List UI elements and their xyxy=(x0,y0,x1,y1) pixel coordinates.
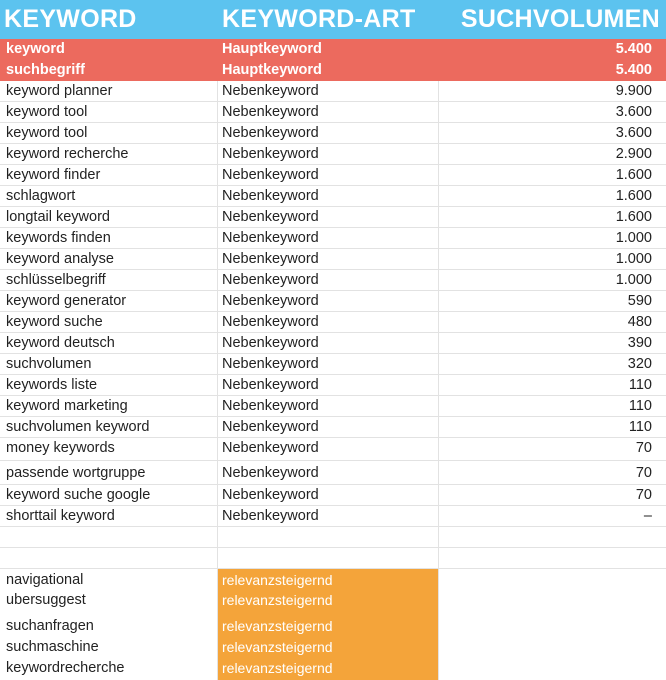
type-cell[interactable]: Nebenkeyword xyxy=(218,417,439,437)
relevance-row[interactable] xyxy=(0,569,666,590)
type-cell[interactable]: Nebenkeyword xyxy=(218,333,439,353)
keyword-cell[interactable]: suchbegriff xyxy=(6,62,85,78)
table-row[interactable] xyxy=(0,144,666,165)
keyword-cell[interactable]: keyword generator xyxy=(0,291,218,311)
keyword-cell[interactable]: keyword analyse xyxy=(0,249,218,269)
relevance-cell[interactable]: relevanzsteigernd xyxy=(218,613,439,637)
keyword-cell[interactable]: schlagwort xyxy=(0,186,218,206)
relevance-row[interactable] xyxy=(0,637,666,658)
table-row[interactable] xyxy=(0,461,666,485)
volume-cell[interactable]: 1.000 xyxy=(615,251,652,267)
table-row[interactable] xyxy=(0,186,666,207)
table-row[interactable] xyxy=(0,333,666,354)
volume-cell[interactable]: 110 xyxy=(628,377,652,393)
main-row[interactable] xyxy=(0,60,666,81)
type-cell[interactable]: Nebenkeyword xyxy=(218,396,439,416)
volume-cell[interactable]: 70 xyxy=(635,440,652,456)
empty-cell[interactable] xyxy=(0,548,218,568)
table-row[interactable] xyxy=(0,506,666,527)
keyword-cell[interactable]: suchvolumen keyword xyxy=(0,417,218,437)
keyword-cell[interactable]: shorttail keyword xyxy=(0,506,218,526)
header-search-volume: SUCHVOLUMEN xyxy=(460,5,660,33)
relevance-cell[interactable]: relevanzsteigernd xyxy=(218,590,439,613)
volume-cell[interactable]: 110 xyxy=(628,419,652,435)
empty-row[interactable] xyxy=(0,527,666,548)
table-row[interactable] xyxy=(0,485,666,506)
volume-cell[interactable]: 9.900 xyxy=(615,83,652,99)
table-row[interactable] xyxy=(0,270,666,291)
type-cell[interactable]: Nebenkeyword xyxy=(218,291,439,311)
type-cell[interactable]: Nebenkeyword xyxy=(218,270,439,290)
keyword-cell[interactable]: keyword recherche xyxy=(0,144,218,164)
volume-cell[interactable]: 110 xyxy=(628,398,652,414)
keyword-cell[interactable]: keywordrecherche xyxy=(0,658,218,680)
header-row xyxy=(0,0,666,39)
keyword-cell[interactable]: keyword suche google xyxy=(0,485,218,505)
volume-cell[interactable]: – xyxy=(643,508,652,524)
empty-cell[interactable] xyxy=(0,527,218,547)
volume-cell[interactable]: 1.000 xyxy=(615,272,652,288)
type-cell[interactable]: Nebenkeyword xyxy=(218,354,439,374)
type-cell[interactable]: Nebenkeyword xyxy=(218,144,439,164)
relevance-row[interactable] xyxy=(0,590,666,613)
main-row[interactable] xyxy=(0,39,666,60)
volume-cell[interactable]: 590 xyxy=(627,293,652,309)
table-row[interactable] xyxy=(0,123,666,144)
keyword-cell[interactable]: keyword tool xyxy=(0,123,218,143)
header-keyword-type: KEYWORD-ART xyxy=(222,5,416,33)
type-cell[interactable]: Nebenkeyword xyxy=(218,228,439,248)
relevance-cell[interactable]: relevanzsteigernd xyxy=(218,658,439,680)
type-cell[interactable]: Hauptkeyword xyxy=(222,41,322,57)
volume-cell[interactable]: 390 xyxy=(627,335,652,351)
volume-cell[interactable]: 1.600 xyxy=(615,167,652,183)
empty-cell[interactable] xyxy=(218,527,439,547)
table-row[interactable] xyxy=(0,354,666,375)
table-row[interactable] xyxy=(0,207,666,228)
type-cell[interactable]: Nebenkeyword xyxy=(218,165,439,185)
keyword-cell[interactable]: schlüsselbegriff xyxy=(0,270,218,290)
keyword-cell[interactable]: suchvolumen xyxy=(0,354,218,374)
type-cell[interactable]: Nebenkeyword xyxy=(218,438,439,460)
table-row[interactable] xyxy=(0,249,666,270)
empty-cell[interactable] xyxy=(439,548,666,568)
volume-cell[interactable]: 3.600 xyxy=(615,125,652,141)
table-row[interactable] xyxy=(0,228,666,249)
relevance-row[interactable] xyxy=(0,658,666,680)
volume-cell[interactable]: 480 xyxy=(627,314,652,330)
keyword-cell[interactable]: longtail keyword xyxy=(0,207,218,227)
empty-cell[interactable] xyxy=(218,548,439,568)
keyword-cell[interactable]: keywords liste xyxy=(0,375,218,395)
table-row[interactable] xyxy=(0,102,666,123)
keyword-cell[interactable]: keyword planner xyxy=(0,81,218,101)
type-cell[interactable]: Nebenkeyword xyxy=(218,123,439,143)
keyword-cell[interactable]: suchmaschine xyxy=(0,637,218,658)
volume-cell[interactable]: 1.000 xyxy=(615,230,652,246)
keyword-cell[interactable]: keyword xyxy=(6,41,65,57)
keyword-cell[interactable]: passende wortgruppe xyxy=(0,461,218,484)
volume-cell[interactable]: 3.600 xyxy=(615,104,652,120)
volume-cell[interactable]: 1.600 xyxy=(615,209,652,225)
keyword-cell[interactable]: keyword suche xyxy=(0,312,218,332)
table-row[interactable] xyxy=(0,165,666,186)
relevance-row[interactable] xyxy=(0,613,666,637)
keyword-cell[interactable]: ubersuggest xyxy=(0,590,218,613)
type-cell[interactable]: Nebenkeyword xyxy=(218,312,439,332)
type-cell[interactable]: Nebenkeyword xyxy=(218,81,439,101)
relevance-cell[interactable]: relevanzsteigernd xyxy=(218,569,439,590)
table-row[interactable] xyxy=(0,312,666,333)
table-row[interactable] xyxy=(0,291,666,312)
type-cell[interactable]: Nebenkeyword xyxy=(218,375,439,395)
keyword-cell[interactable]: keyword tool xyxy=(0,102,218,122)
type-cell[interactable]: Nebenkeyword xyxy=(218,186,439,206)
type-cell[interactable]: Nebenkeyword xyxy=(218,102,439,122)
table-row[interactable] xyxy=(0,438,666,461)
table-row[interactable] xyxy=(0,81,666,102)
table-row[interactable] xyxy=(0,417,666,438)
table-row[interactable] xyxy=(0,396,666,417)
type-cell[interactable]: Nebenkeyword xyxy=(218,485,439,505)
keyword-cell[interactable]: keywords finden xyxy=(0,228,218,248)
empty-row[interactable] xyxy=(0,548,666,569)
type-cell[interactable]: Nebenkeyword xyxy=(218,461,439,484)
keyword-cell[interactable]: suchanfragen xyxy=(0,613,218,637)
volume-cell[interactable]: 1.600 xyxy=(615,188,652,204)
volume-cell[interactable]: 70 xyxy=(635,487,652,503)
header-keyword: KEYWORD xyxy=(4,5,137,33)
keyword-cell[interactable]: navigational xyxy=(0,569,218,590)
volume-cell[interactable]: 320 xyxy=(627,356,652,372)
keyword-cell[interactable]: keyword deutsch xyxy=(0,333,218,353)
keyword-cell[interactable]: keyword marketing xyxy=(0,396,218,416)
volume-cell[interactable]: 5.400 xyxy=(615,41,652,57)
type-cell[interactable]: Nebenkeyword xyxy=(218,506,439,526)
type-cell[interactable]: Nebenkeyword xyxy=(218,249,439,269)
table-row[interactable] xyxy=(0,375,666,396)
volume-cell[interactable]: 70 xyxy=(635,465,652,481)
relevance-cell[interactable]: relevanzsteigernd xyxy=(218,637,439,658)
type-cell[interactable]: Nebenkeyword xyxy=(218,207,439,227)
keyword-cell[interactable]: money keywords xyxy=(0,438,218,460)
volume-cell[interactable]: 5.400 xyxy=(615,62,652,78)
keyword-cell[interactable]: keyword finder xyxy=(0,165,218,185)
empty-cell[interactable] xyxy=(439,527,666,547)
volume-cell[interactable]: 2.900 xyxy=(615,146,652,162)
type-cell[interactable]: Hauptkeyword xyxy=(222,62,322,78)
